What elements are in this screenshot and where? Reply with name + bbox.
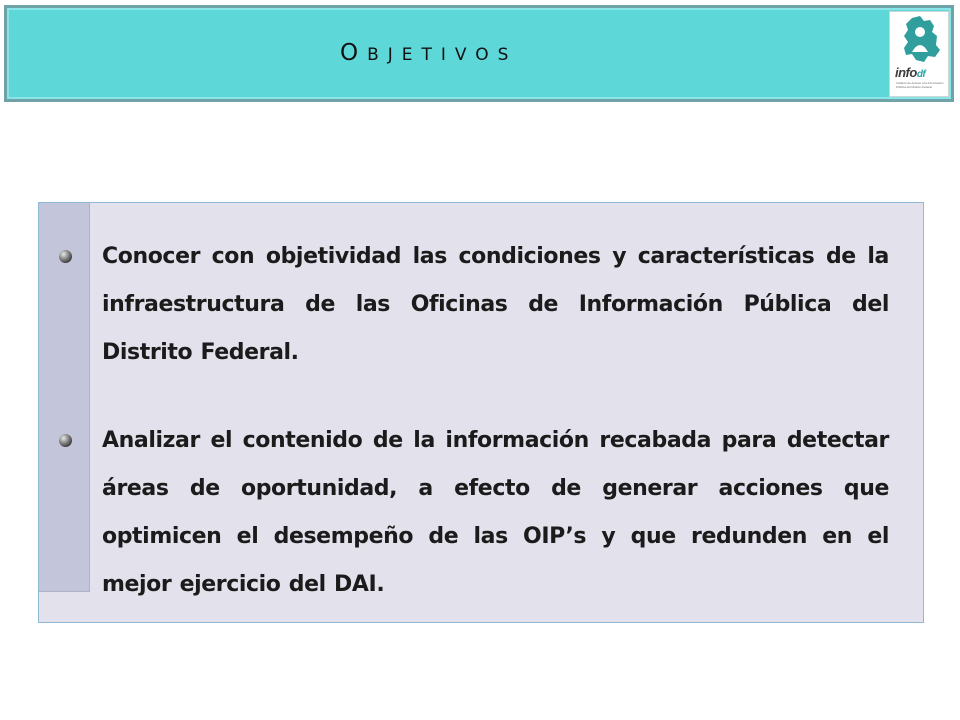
- bullet-icon: [59, 434, 72, 447]
- logo-caption: Instituto de Acceso a la Información Pública del Distrito Federal: [896, 81, 944, 89]
- logo-wordmark: [895, 65, 925, 80]
- objective-item: Analizar el contenido de la información recabada para detectar áreas de oportunidad, a efecto de generar acciones que optimicen el desempeño de las OIP’s y que redunden en el mejor ejercicio del DAI.: [102, 428, 889, 597]
- slide-title: [340, 40, 517, 66]
- title-rest: BJETIVOS: [367, 45, 518, 65]
- bullet-icon: [59, 250, 72, 263]
- objective-item: Conocer con objetividad las condiciones y características de la infraestructura de las Oficinas de Información Pública del Distrito Federal.: [102, 244, 889, 365]
- map-silhouette-icon: [890, 12, 949, 68]
- infodf-logo: [889, 11, 949, 97]
- logo-word-sub: df: [916, 69, 926, 80]
- logo-word-main: info: [895, 65, 917, 80]
- title-initial: O: [340, 40, 368, 66]
